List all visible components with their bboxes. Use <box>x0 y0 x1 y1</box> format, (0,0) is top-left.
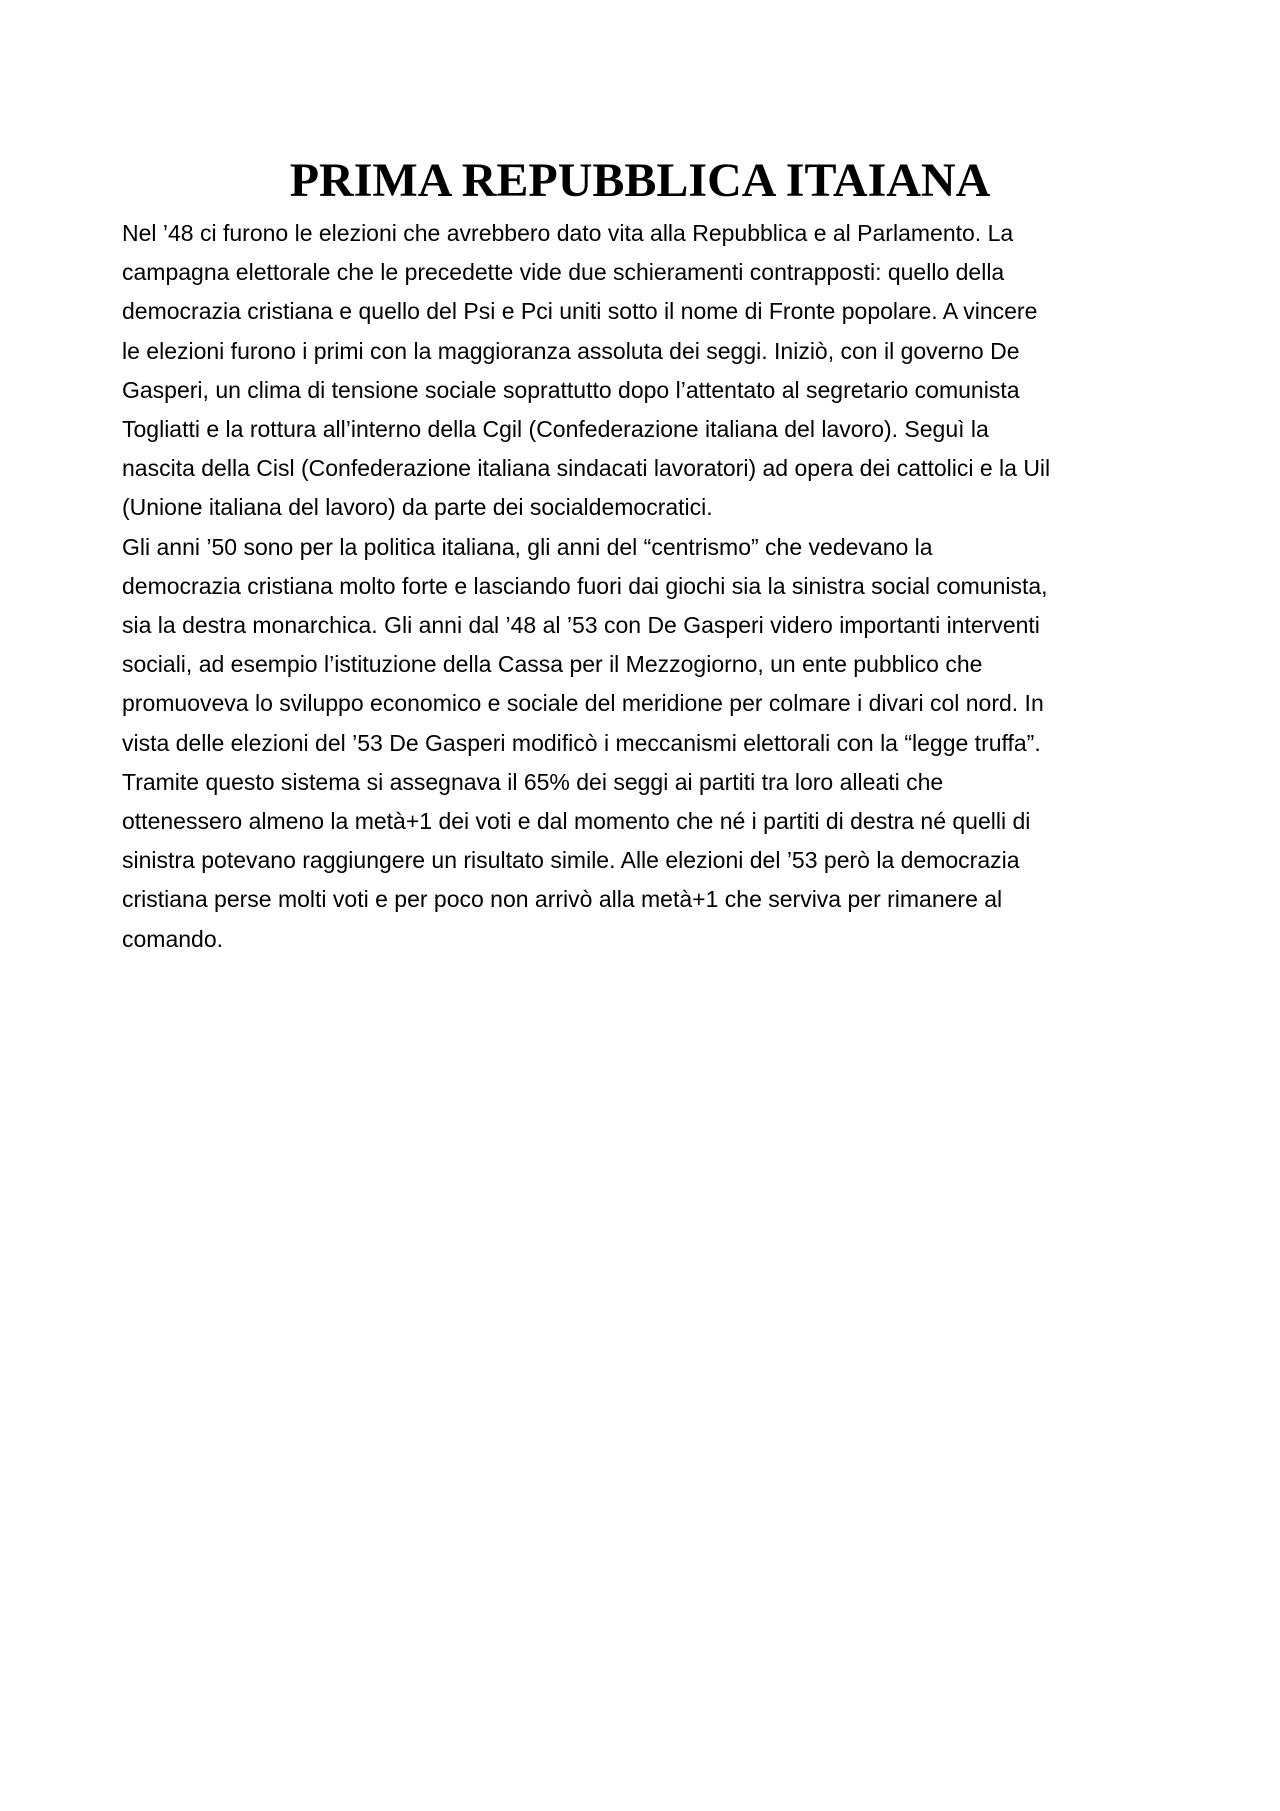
body-line: vista delle elezioni del ’53 De Gasperi modificò i meccanismi elettorali con la “legge truffa”. <box>122 729 1041 756</box>
body-line: democrazia cristiana molto forte e lasciando fuori dai giochi sia la sinistra social comunista, <box>122 572 1048 599</box>
body-line: le elezioni furono i primi con la maggioranza assoluta dei seggi. Iniziò, con il governo De <box>122 337 1020 364</box>
body-line: Togliatti e la rottura all’interno della Cgil (Confederazione italiana del lavoro). Seguì la <box>122 416 989 443</box>
body-line: democrazia cristiana e quello del Psi e Pci uniti sotto il nome di Fronte popolare. A vincere <box>122 298 1038 325</box>
body-line: Gli anni ’50 sono per la politica italiana, gli anni del “centrismo” che vedevano la <box>122 533 933 560</box>
body-line: comando. <box>122 925 224 952</box>
body-line: (Unione italiana del lavoro) da parte dei socialdemocratici. <box>122 494 713 521</box>
body-line: cristiana perse molti voti e per poco non arrivò alla metà+1 che serviva per rimanere al <box>122 886 1003 913</box>
body-line: nascita della Cisl (Confederazione italiana sindacati lavoratori) ad opera dei cattolici e la Uil <box>122 455 1051 482</box>
document-title: PRIMA REPUBBLICA ITAIANA <box>289 154 991 207</box>
body-line: promuoveva lo sviluppo economico e sociale del meridione per colmare i divari col nord. In <box>122 690 1044 717</box>
body-line: ottenessero almeno la metà+1 dei voti e dal momento che né i partiti di destra né quelli di <box>122 808 1031 835</box>
body-line: sia la destra monarchica. Gli anni dal ’48 al ’53 con De Gasperi videro importanti interventi <box>122 612 1040 639</box>
body-line: campagna elettorale che le precedette vide due schieramenti contrapposti: quello della <box>122 259 1005 286</box>
body-line: Nel ’48 ci furono le elezioni che avrebbero dato vita alla Repubblica e al Parlamento. La <box>122 220 1014 246</box>
document-body <box>122 214 1182 959</box>
body-line: sinistra potevano raggiungere un risultato simile. Alle elezioni del ’53 però la democrazia <box>122 847 1020 874</box>
body-line: Gasperi, un clima di tensione sociale soprattutto dopo l’attentato al segretario comunista <box>122 376 1020 403</box>
body-line: Tramite questo sistema si assegnava il 65% dei seggi ai partiti tra loro alleati che <box>122 768 944 795</box>
body-line: sociali, ad esempio l’istituzione della Cassa per il Mezzogiorno, un ente pubblico che <box>122 651 983 678</box>
